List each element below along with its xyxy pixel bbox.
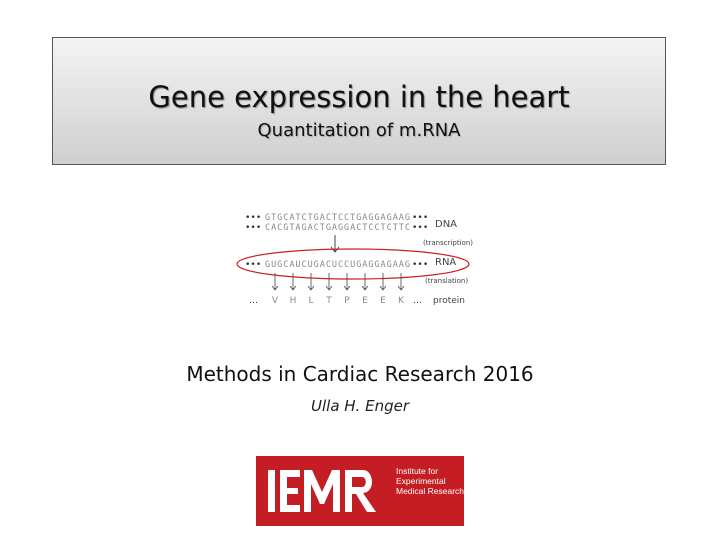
dna-top-strand: GTGCATCTGACTCCTGAGGAGAAG (265, 213, 410, 223)
protein-residue: L (308, 296, 314, 306)
protein-residue: H (289, 296, 297, 306)
protein-residue: E (380, 296, 386, 306)
protein-residue: P (344, 296, 350, 306)
dna-label: DNA (435, 219, 458, 230)
rna-label: RNA (435, 257, 457, 268)
protein-residues (272, 296, 405, 306)
translation-arrow (308, 273, 314, 290)
translation-arrow (290, 273, 296, 290)
protein-left-dots: … (249, 296, 258, 306)
dna-left-dots: ••• (245, 213, 262, 223)
translation-arrows (272, 273, 404, 290)
translation-arrow (344, 273, 350, 290)
iemr-logo-text (396, 466, 465, 496)
rna-left-dots: ••• (245, 260, 262, 270)
protein-residue: E (362, 296, 368, 306)
rna-sequence: GUGCAUCUGACUCCUGAGGAGAAG (265, 260, 410, 270)
transcription-label: (transcription) (423, 239, 473, 247)
rna-right-dots: ••• (412, 260, 429, 270)
iemr-logo (256, 456, 464, 526)
dna-left-dots-2: ••• (245, 223, 262, 233)
translation-arrow (398, 273, 404, 290)
title-box (52, 37, 666, 165)
logo-line: Medical Research (396, 486, 465, 496)
protein-residue: V (271, 296, 279, 306)
protein-right-dots: … (413, 296, 422, 306)
protein-label: protein (433, 296, 465, 306)
protein-residue: T (326, 296, 332, 306)
dna-bottom-strand: CACGTAGACTGAGGACTCCTCTTC (265, 223, 410, 233)
iemr-logo-mark (266, 466, 386, 516)
event-title: Methods in Cardiac Research 2016 (186, 362, 534, 386)
translation-label: (translation) (425, 277, 469, 285)
dna-right-dots: ••• (412, 213, 429, 223)
protein-residue: K (398, 296, 404, 306)
central-dogma-diagram (235, 205, 505, 315)
logo-line: Experimental (396, 476, 446, 486)
dna-right-dots-2: ••• (412, 223, 429, 233)
logo-line: Institute for (396, 466, 439, 476)
slide-title: Gene expression in the heart (148, 80, 570, 114)
author-name: Ulla H. Enger (311, 397, 409, 415)
slide-subtitle: Quantitation of m.RNA (257, 120, 461, 141)
translation-arrow (362, 273, 368, 290)
translation-arrow (326, 273, 332, 290)
translation-arrow (380, 273, 386, 290)
